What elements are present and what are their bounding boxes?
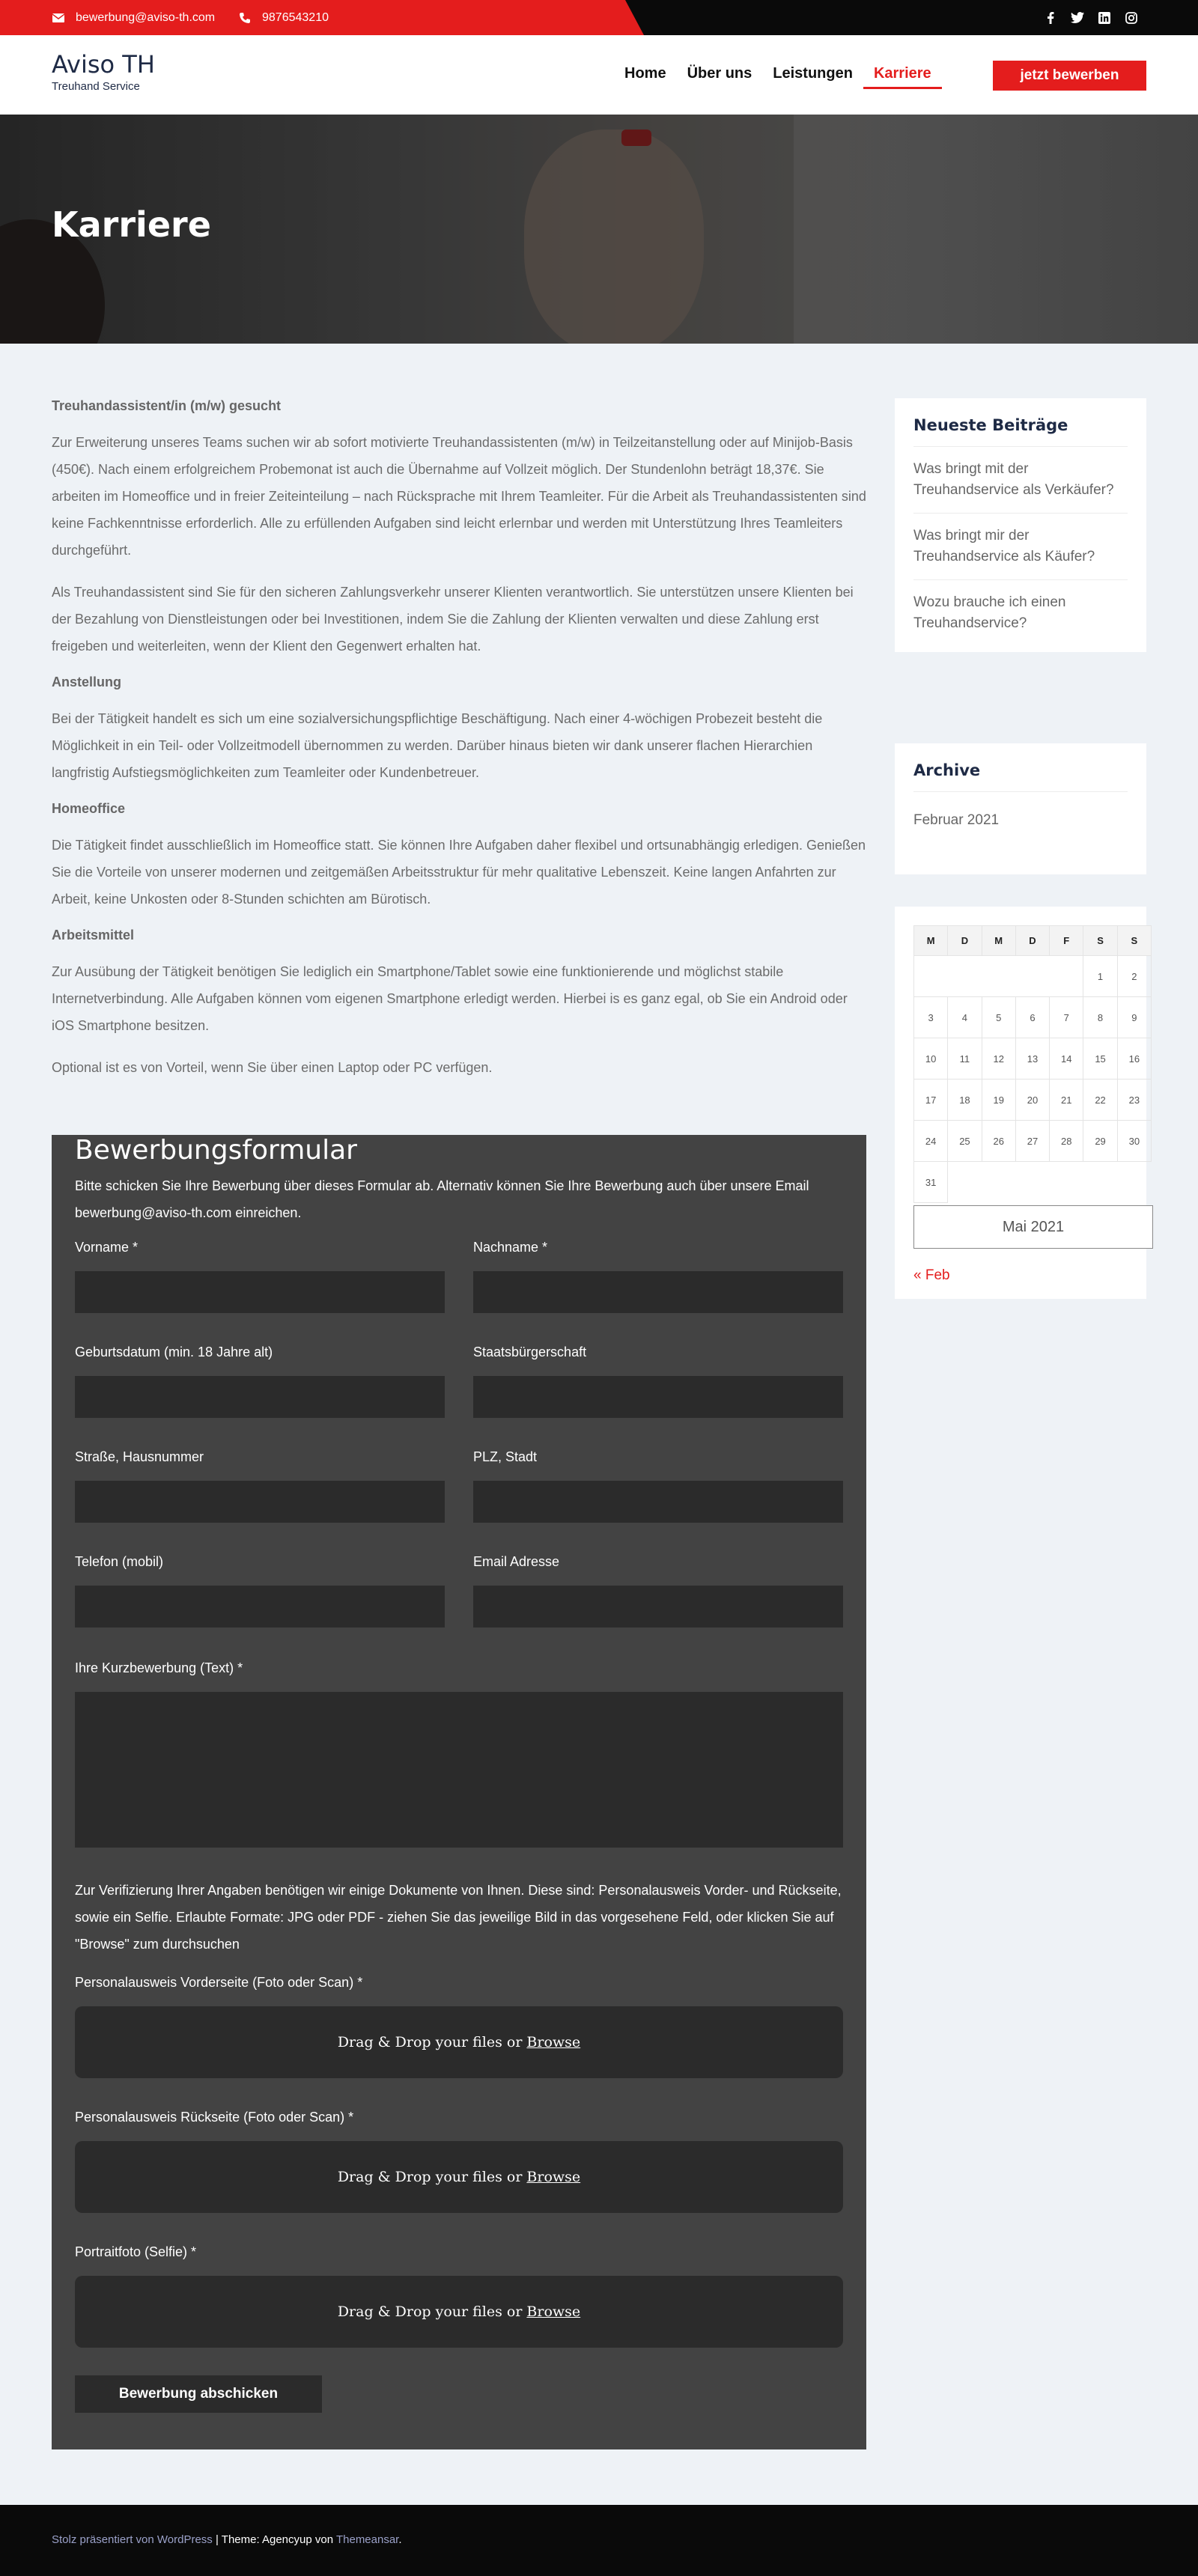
- recent-posts-widget: [895, 398, 1146, 652]
- calendar-day: 15: [1083, 1038, 1117, 1080]
- upload-front-dropzone[interactable]: [75, 2006, 843, 2078]
- paragraph: Die Tätigkeit findet ausschließlich im Homeoffice statt. Sie können Ihre Aufgaben daher flexibel und ortsunabhängig erledigen. Genießen Sie die Vorteile von unserer modernen und zeitgemäßen Arbeitsstruktur für mehr qualitative Lebenszeit. Keine langen Anfahrten zur Arbeit, keine Unkosten oder 8-Stunden schichten am Bürotisch.: [52, 838, 866, 907]
- wordpress-link[interactable]: Stolz präsentiert von WordPress: [52, 2533, 213, 2546]
- nav-karriere[interactable]: Karriere: [863, 65, 942, 89]
- site-footer: [0, 2505, 1198, 2576]
- instagram-icon[interactable]: [1125, 11, 1138, 25]
- label-upload-back: Personalausweis Rückseite (Foto oder Scan) *: [75, 2110, 354, 2125]
- dropzone-text: Drag & Drop your files or: [337, 2304, 523, 2320]
- nav-leistungen[interactable]: Leistungen: [773, 65, 853, 82]
- top-phone[interactable]: [238, 0, 329, 35]
- widget-title: Archive: [913, 743, 1128, 792]
- calendar-day: 18: [948, 1080, 982, 1121]
- paragraph: Optional ist es von Vorteil, wenn Sie über einen Laptop oder PC verfügen.: [52, 1060, 493, 1075]
- calendar-table: [913, 925, 1152, 1203]
- archive-widget: [895, 743, 1146, 874]
- email-input[interactable]: [473, 1586, 843, 1627]
- calendar-day: 25: [948, 1121, 982, 1162]
- article-content: [52, 398, 866, 1096]
- theme-author-link[interactable]: Themeansar: [335, 2533, 399, 2546]
- browse-link[interactable]: Browse: [526, 2304, 581, 2320]
- form-intro: Bitte schicken Sie Ihre Bewerbung über dieses Formular ab. Alternativ können Sie Ihre Bewerbung auch über unsere Email bewerbung@aviso-th.com einreichen.: [75, 1178, 809, 1220]
- geburtsdatum-input[interactable]: [75, 1376, 445, 1418]
- facebook-icon[interactable]: [1044, 11, 1057, 25]
- calendar-day: 9: [1117, 997, 1151, 1038]
- calendar-day: 31: [914, 1162, 948, 1203]
- nav-home[interactable]: Home: [624, 65, 666, 82]
- section-heading: Arbeitsmittel: [52, 928, 135, 943]
- calendar-day: 11: [948, 1038, 982, 1080]
- calendar-day: 29: [1083, 1121, 1117, 1162]
- label-staatsbuergerschaft: Staatsbürgerschaft: [473, 1345, 587, 1359]
- section-heading: Treuhandassistent/in (m/w) gesucht: [52, 398, 282, 413]
- upload-back-dropzone[interactable]: [75, 2141, 843, 2213]
- section-heading: Homeoffice: [52, 801, 126, 816]
- label-strasse: Straße, Hausnummer: [75, 1449, 204, 1464]
- label-upload-front: Personalausweis Vorderseite (Foto oder Scan) *: [75, 1975, 363, 1990]
- recent-post-link[interactable]: Was bringt mir der Treuhandservice als Käufer?: [913, 514, 1128, 580]
- calendar-day: 19: [982, 1080, 1015, 1121]
- verification-text: Zur Verifizierung Ihrer Angaben benötigen wir einige Dokumente von Ihnen. Diese sind: Personalausweis Vorder- und Rückseite, sowie ein Selfie. Erlaubte Formate: JPG oder PDF - ziehen Sie das jeweilige Bild in das vorgesehene Feld, oder klicken Sie auf "Browse" zum durchsuchen: [75, 1883, 842, 1952]
- calendar-caption: Mai 2021: [913, 1205, 1153, 1249]
- weekday-header: M: [914, 926, 948, 956]
- top-phone-text: 9876543210: [262, 10, 329, 24]
- label-plz: PLZ, Stadt: [473, 1449, 538, 1464]
- archive-link[interactable]: Februar 2021: [913, 812, 1000, 828]
- calendar-day: 4: [948, 997, 982, 1038]
- calendar-day: 10: [914, 1038, 948, 1080]
- widget-title: Neueste Beiträge: [913, 398, 1128, 447]
- paragraph: Zur Ausübung der Tätigkeit benötigen Sie lediglich ein Smartphone/Tablet sowie eine funktionierende und möglichst stabile Internetverbindung. Alle Aufgaben können vom eigenen Smartphone erledigt werden. Hierbei is es ganz egal, ob Sie ein Android oder iOS Smartphone besitzen.: [52, 964, 848, 1033]
- browse-link[interactable]: Browse: [526, 2034, 581, 2050]
- telefon-input[interactable]: [75, 1586, 445, 1627]
- upload-selfie-dropzone[interactable]: [75, 2276, 843, 2348]
- main-nav: [614, 65, 942, 89]
- calendar-day: 26: [982, 1121, 1015, 1162]
- paragraph: Zur Erweiterung unseres Teams suchen wir ab sofort motivierte Treuhandassistenten (m/w) in Teilzeitanstellung oder auf Minijob-Basis (450€). Nach einem erfolgreichem Probemonat ist auch die Übernahme auf Vollzeit möglich. Der Stundenlohn beträgt 18,37€. Sie arbeiten im Homeoffice und in freier Zeiteinteilung – nach Rücksprache mit Ihrem Teamleiter. Für die Arbeit als Treuhandassistenten sind keine Fachkenntnisse erforderlich. Alle zu erfüllenden Aufgaben sind leicht erlernbar und werden mit Unterstützung Ihres Teamleiters durchgeführt.: [52, 435, 866, 558]
- calendar-day: 12: [982, 1038, 1015, 1080]
- linkedin-icon[interactable]: [1098, 11, 1111, 25]
- envelope-icon: [52, 11, 65, 25]
- apply-now-button[interactable]: jetzt bewerben: [993, 61, 1146, 91]
- calendar-day: 14: [1050, 1038, 1083, 1080]
- calendar-day: 2: [1117, 956, 1151, 997]
- top-email[interactable]: [52, 0, 215, 35]
- top-email-text: bewerbung@aviso-th.com: [76, 10, 216, 24]
- label-geburtsdatum: Geburtsdatum (min. 18 Jahre alt): [75, 1345, 273, 1359]
- calendar-day: 21: [1050, 1080, 1083, 1121]
- label-nachname: Nachname *: [473, 1240, 548, 1255]
- paragraph: Bei der Tätigkeit handelt es sich um eine sozialversichungspflichtige Beschäftigung. Nach einer 4-wöchigen Probezeit besteht die Möglichkeit in ein Teil- oder Vollzeitmodell übernommen zu werden. Darüber hinaus bieten wir dank unserer flachen Hierarchien langfristig Aufstiegsmöglichkeiten zum Teamleiter oder Kundenbetreuer.: [52, 711, 823, 780]
- calendar-day: 3: [914, 997, 948, 1038]
- top-bar: [0, 0, 1198, 35]
- vorname-input[interactable]: [75, 1271, 445, 1313]
- twitter-icon[interactable]: [1071, 11, 1084, 25]
- submit-application-button[interactable]: Bewerbung abschicken: [75, 2375, 322, 2413]
- weekday-header: S: [1083, 926, 1117, 956]
- calendar-day: 7: [1050, 997, 1083, 1038]
- weekday-header: D: [948, 926, 982, 956]
- calendar-day: 24: [914, 1121, 948, 1162]
- calendar-day: 8: [1083, 997, 1117, 1038]
- calendar-day: 13: [1015, 1038, 1049, 1080]
- calendar-pad: [948, 1162, 1152, 1203]
- label-vorname: Vorname *: [75, 1240, 139, 1255]
- calendar-day: 22: [1083, 1080, 1117, 1121]
- label-upload-selfie: Portraitfoto (Selfie) *: [75, 2244, 197, 2259]
- social-links: [1044, 0, 1138, 35]
- footer-credits: [52, 2533, 402, 2546]
- dropzone-text: Drag & Drop your files or: [337, 2169, 523, 2185]
- browse-link[interactable]: Browse: [526, 2169, 581, 2185]
- weekday-header: S: [1117, 926, 1151, 956]
- kurzbewerbung-textarea[interactable]: [75, 1692, 843, 1848]
- label-kurzbewerbung: Ihre Kurzbewerbung (Text) *: [75, 1660, 243, 1675]
- section-heading: Anstellung: [52, 675, 121, 689]
- label-email: Email Adresse: [473, 1554, 560, 1569]
- calendar-day: 1: [1083, 956, 1117, 997]
- recent-post-link[interactable]: Was bringt mit der Treuhandservice als Verkäufer?: [913, 447, 1128, 514]
- plz-input[interactable]: [473, 1481, 843, 1523]
- brand-tagline: Treuhand Service: [52, 80, 140, 93]
- weekday-header: M: [982, 926, 1015, 956]
- form-title: Bewerbungsformular: [75, 1135, 357, 1166]
- label-telefon: Telefon (mobil): [75, 1554, 164, 1569]
- application-form: [52, 1135, 866, 2449]
- calendar-day: 5: [982, 997, 1015, 1038]
- page-hero: [0, 115, 1198, 344]
- footer-separator: |: [215, 2533, 219, 2546]
- brand-logo[interactable]: [52, 50, 155, 93]
- paragraph: Als Treuhandassistent sind Sie für den sicheren Zahlungsverkehr unserer Klienten verantwortlich. Sie unterstützen unsere Klienten bei der Bezahlung von Dienstleistungen oder bei Investitionen, indem Sie die Zahlung der Klienten verwalten und diese Zahlung erst freigeben und weiterleiten, wenn der Klient den Gegenwert erhalten hat.: [52, 585, 854, 654]
- weekday-header: F: [1050, 926, 1083, 956]
- calendar-day: 30: [1117, 1121, 1151, 1162]
- recent-post-link[interactable]: Wozu brauche ich einen Treuhandservice?: [913, 594, 1066, 631]
- weekday-header: D: [1015, 926, 1049, 956]
- brand-name: Aviso TH: [52, 50, 155, 79]
- strasse-input[interactable]: [75, 1481, 445, 1523]
- calendar-pad: [914, 956, 1083, 997]
- site-header: [0, 35, 1198, 115]
- staatsbuergerschaft-input[interactable]: [473, 1376, 843, 1418]
- calendar-day: 28: [1050, 1121, 1083, 1162]
- calendar-day: 6: [1015, 997, 1049, 1038]
- page-title: Karriere: [52, 204, 211, 245]
- calendar-day: 16: [1117, 1038, 1151, 1080]
- calendar-day: 17: [914, 1080, 948, 1121]
- nachname-input[interactable]: [473, 1271, 843, 1313]
- calendar-day: 23: [1117, 1080, 1151, 1121]
- dropzone-text: Drag & Drop your files or: [337, 2034, 523, 2050]
- footer-theme-text: Theme: Agencyup von: [221, 2533, 334, 2546]
- footer-period: .: [398, 2533, 402, 2546]
- phone-icon: [238, 11, 252, 25]
- nav-ueber-uns[interactable]: Über uns: [687, 65, 752, 82]
- calendar-day: 20: [1015, 1080, 1049, 1121]
- calendar-day: 27: [1015, 1121, 1049, 1162]
- calendar-prev-link[interactable]: « Feb: [913, 1267, 950, 1283]
